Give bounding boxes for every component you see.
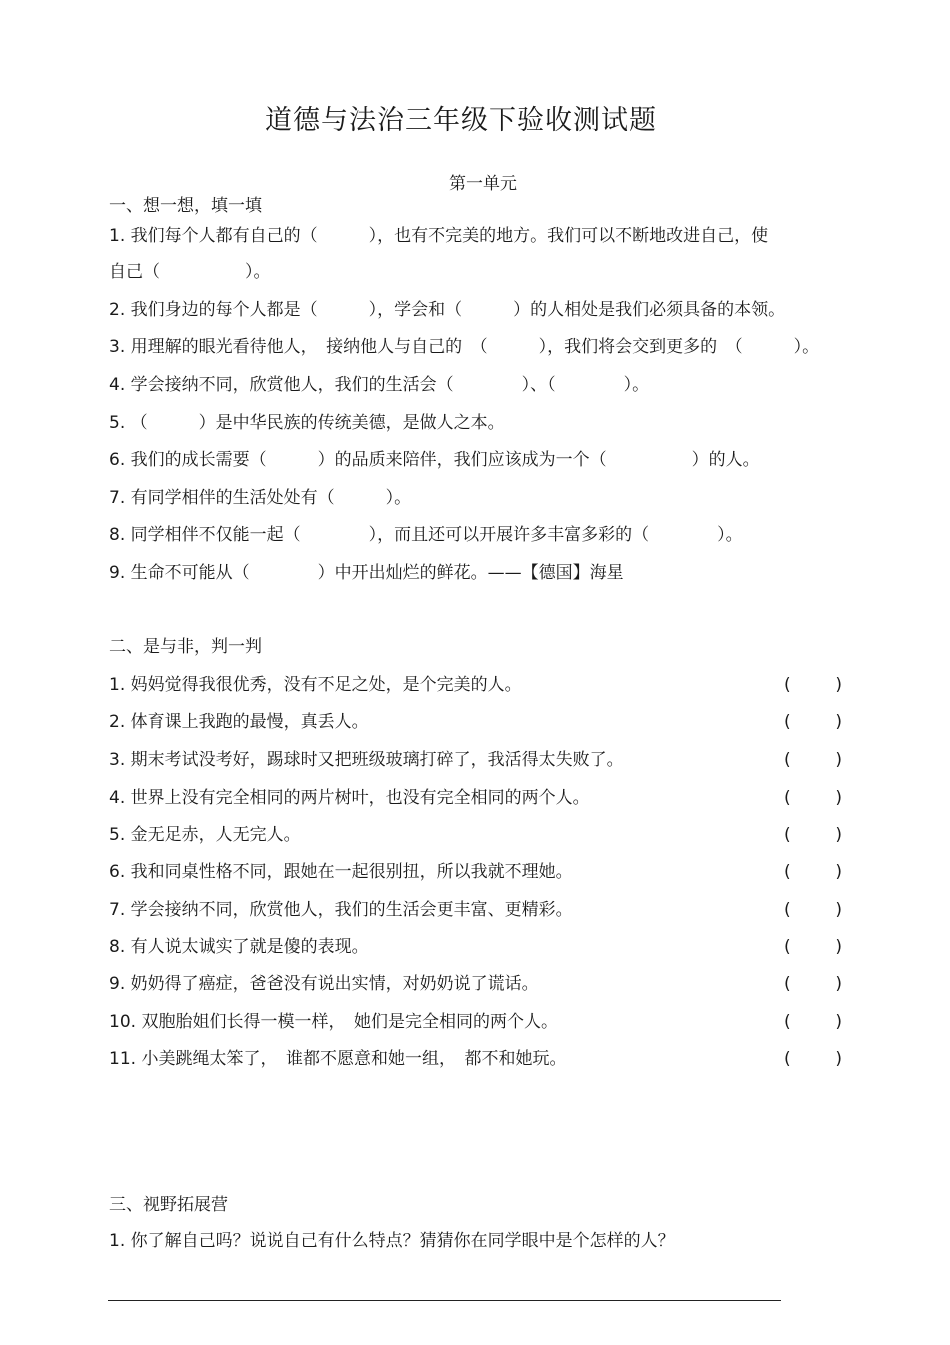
fill-blank-line: 2. 我们身边的每个人都是（ ），学会和（ ）的人相处是我们必须具备的本领。 — [109, 300, 786, 320]
answer-bracket[interactable]: ( ) — [784, 862, 842, 882]
document-title: 道德与法治三年级下验收测试题 — [265, 105, 657, 136]
open-question: 1. 你了解自己吗？说说自己有什么特点？猜猜你在同学眼中是个怎样的人？ — [109, 1231, 675, 1251]
fill-blank-line: 8. 同学相伴不仅能一起（ ），而且还可以开展许多丰富多彩的（ ）。 — [109, 525, 743, 545]
answer-writing-line[interactable] — [108, 1300, 781, 1301]
true-false-item: 7. 学会接纳不同，欣赏他人，我们的生活会更丰富、更精彩。 — [109, 900, 573, 920]
unit-heading: 第一单元 — [449, 174, 517, 194]
section1-heading: 一、想一想，填一填 — [109, 196, 262, 216]
true-false-item: 5. 金无足赤，人无完人。 — [109, 825, 301, 845]
answer-bracket[interactable]: ( ) — [784, 974, 842, 994]
true-false-item: 10. 双胞胎姐们长得一模一样， 她们是完全相同的两个人。 — [109, 1012, 558, 1032]
section3-heading: 三、视野拓展营 — [109, 1195, 228, 1215]
fill-blank-line: 4. 学会接纳不同，欣赏他人，我们的生活会（ ）、（ ）。 — [109, 375, 650, 395]
true-false-item: 2. 体育课上我跑的最慢，真丢人。 — [109, 712, 369, 732]
answer-bracket[interactable]: ( ) — [784, 788, 842, 808]
answer-bracket[interactable]: ( ) — [784, 712, 842, 732]
answer-bracket[interactable]: ( ) — [784, 1049, 842, 1069]
true-false-item: 8. 有人说太诚实了就是傻的表现。 — [109, 937, 369, 957]
true-false-item: 6. 我和同桌性格不同，跟她在一起很别扭，所以我就不理她。 — [109, 862, 573, 882]
true-false-item: 1. 妈妈觉得我很优秀，没有不足之处，是个完美的人。 — [109, 675, 522, 695]
fill-blank-line: 9. 生命不可能从（ ）中开出灿烂的鲜花。——【德国】海星 — [109, 563, 624, 583]
fill-blank-line: 1. 我们每个人都有自己的（ ），也有不完美的地方。我们可以不断地改进自己，使 — [109, 226, 769, 246]
answer-bracket[interactable]: ( ) — [784, 937, 842, 957]
answer-bracket[interactable]: ( ) — [784, 900, 842, 920]
answer-bracket[interactable]: ( ) — [784, 825, 842, 845]
true-false-item: 9. 奶奶得了癌症，爸爸没有说出实情，对奶奶说了谎话。 — [109, 974, 539, 994]
answer-bracket[interactable]: ( ) — [784, 675, 842, 695]
answer-bracket[interactable]: ( ) — [784, 1012, 842, 1032]
fill-blank-line: 3. 用理解的眼光看待他人， 接纳他人与自己的 （ ），我们将会交到更多的 （ ）。 — [109, 337, 820, 357]
fill-blank-line: 5. （ ）是中华民族的传统美德，是做人之本。 — [109, 413, 505, 433]
fill-blank-line: 自己（ ）。 — [109, 262, 271, 282]
section2-heading: 二、是与非，判一判 — [109, 637, 262, 657]
fill-blank-line: 6. 我们的成长需要（ ）的品质来陪伴，我们应该成为一个（ ）的人。 — [109, 450, 760, 470]
fill-blank-line: 7. 有同学相伴的生活处处有（ ）。 — [109, 488, 412, 508]
answer-bracket[interactable]: ( ) — [784, 750, 842, 770]
true-false-item: 4. 世界上没有完全相同的两片树叶，也没有完全相同的两个人。 — [109, 788, 590, 808]
true-false-item: 3. 期末考试没考好，踢球时又把班级玻璃打碎了，我活得太失败了。 — [109, 750, 624, 770]
true-false-item: 11. 小美跳绳太笨了， 谁都不愿意和她一组， 都不和她玩。 — [109, 1049, 567, 1069]
